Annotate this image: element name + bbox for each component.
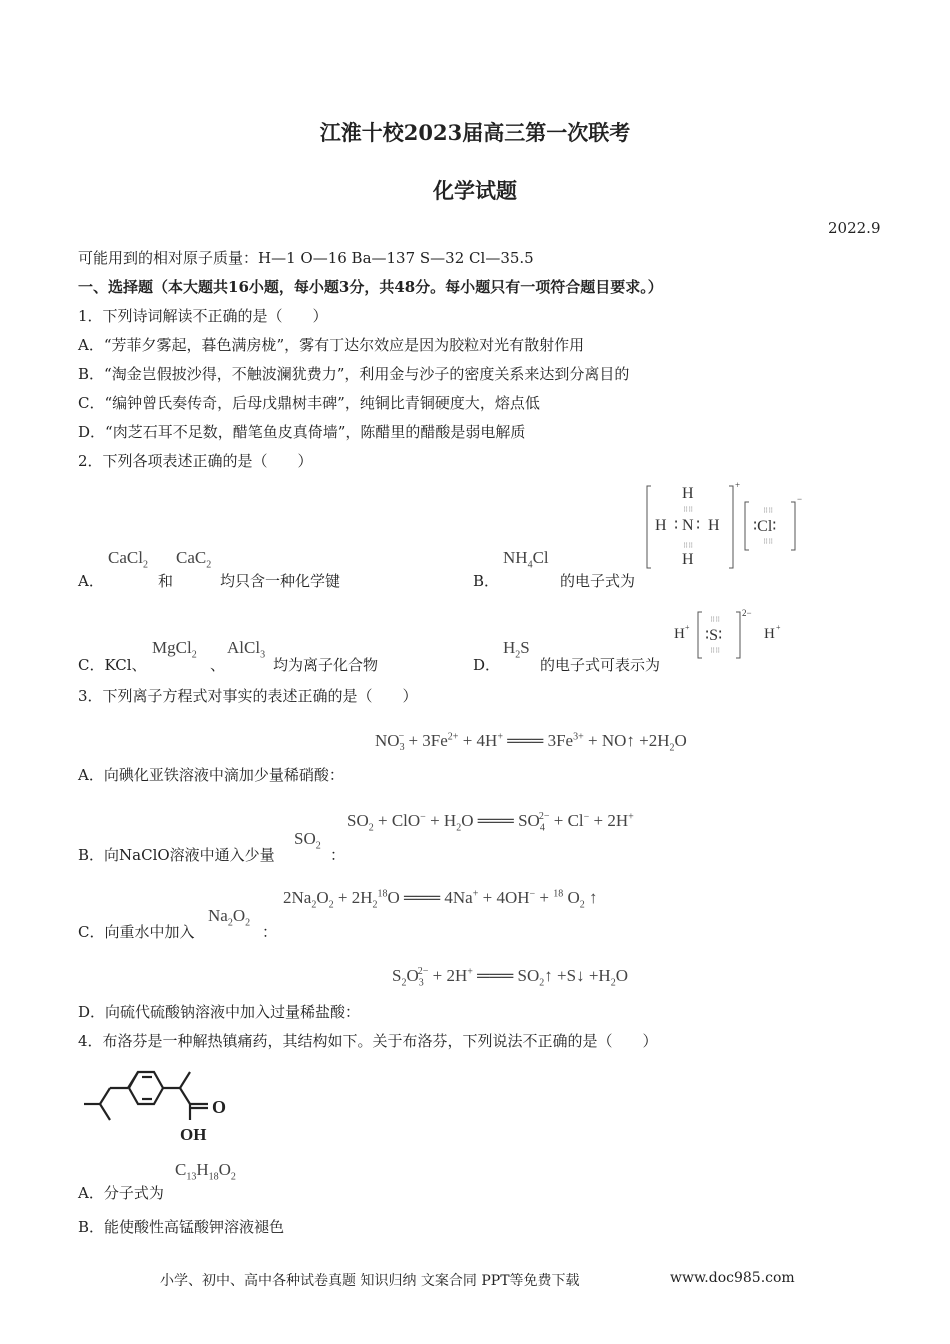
q4-option-b: B．能使酸性高锰酸钾溶液褪色 [78, 1218, 285, 1236]
svg-text:⠿⠿: ⠿⠿ [683, 542, 694, 550]
q1-stem: 1．下列诗词解读不正确的是（ ） [78, 307, 328, 325]
q2-a-and: 和 [158, 572, 174, 590]
q2-a-tail: 均只含一种化学键 [220, 572, 341, 590]
svg-text:∶: ∶ [696, 517, 701, 534]
footer-website-link[interactable]: www.doc985.com [670, 1270, 795, 1286]
svg-text:H: H [655, 517, 667, 534]
q2-stem: 2．下列各项表述正确的是（ ） [78, 452, 313, 470]
svg-text:+: + [776, 623, 781, 632]
svg-text:⠿⠿: ⠿⠿ [763, 538, 774, 546]
svg-text:⠿⠿: ⠿⠿ [710, 616, 721, 624]
q3-b-end: ： [330, 846, 346, 864]
q4-option-a: A．分子式为 [78, 1184, 164, 1202]
q2-a-formula-cacl2: CaCl$_2$ [108, 548, 148, 571]
q1-option-b: B．“淘金岂假披沙得，不触波澜犹费力”，利用金与沙子的密度关系来达到分离目的 [78, 365, 630, 383]
q2-option-d-label: D． [473, 656, 501, 674]
q3-equation-a: $NO_3^- + 3Fe^{2+} + 4H^+$ ═══ $3Fe^{3+}$ + NO↑ $+2H_2O$ [375, 731, 687, 754]
q3-equation-c: $2Na_2O_2 + 2H_2^{18}O$ ═══ 4Na+ + 4OH− + $^{18}$ $O_2$ ↑ [283, 888, 598, 911]
structure-oh-label: OH [180, 1125, 207, 1144]
exam-subtitle: 化学试题 [433, 178, 517, 203]
q1-option-d: D．“肉芝石耳不足数，醋笔鱼皮真倚墙”，陈醋里的醋酸是弱电解质 [78, 423, 526, 441]
q1-option-c: C．“编钟曾氏奏传奇，后母戊鼎树丰碑”，纯铜比青铜硬度大，熔点低 [78, 394, 540, 412]
q2-a-formula-cac2: CaC$_2$ [176, 548, 212, 571]
q2-option-b-label: B． [473, 572, 500, 590]
q2-c-formula-mgcl2: MgCl$_2$ [152, 638, 197, 661]
svg-text:H: H [682, 485, 694, 502]
q3-c-formula-na2o2: $Na_2O_2$ [208, 906, 251, 929]
exam-title: 江淮十校2023届高三第一次联考 [319, 120, 631, 145]
q3-b-formula-so2: $SO_2$ [294, 829, 321, 852]
svg-text:∶: ∶ [674, 517, 679, 534]
svg-text:+: + [685, 623, 690, 632]
q3-c-end: ： [262, 923, 278, 941]
q2-d-formula-h2s: $H_2S$ [503, 638, 530, 661]
svg-text:2−: 2− [742, 608, 752, 618]
svg-text:H: H [674, 626, 685, 642]
q1-option-a: A．“芳菲夕雾起，暮色满房栊”，雾有丁达尔效应是因为胶粒对光有散射作用 [78, 336, 585, 354]
section-heading: 一、选择题（本大题共16小题，每小题3分，共48分。每小题只有一项符合题目要求。） [78, 278, 663, 296]
svg-text:⠿⠿: ⠿⠿ [763, 507, 774, 515]
exam-date: 2022.9 [828, 219, 881, 237]
svg-text:∶Cl∶: ∶Cl∶ [753, 518, 777, 535]
footer-text: 小学、初中、高中各种试卷真题 知识归纳 文案合同 PPT等免费下载 [160, 1273, 580, 1289]
q3-equation-b: $SO_2 + ClO^- + H_2O$ ═══ $SO_4^{2-} + Cl^- + 2H^+$ [347, 811, 634, 834]
svg-text:⠿⠿: ⠿⠿ [683, 506, 694, 514]
q2-c-tail: 均为离子化合物 [273, 656, 379, 674]
q2-b-tail: 的电子式为 [560, 572, 636, 590]
svg-text:H: H [764, 626, 775, 642]
q3-stem: 3．下列离子方程式对事实的表述正确的是（ ） [78, 687, 418, 705]
q2-c-sep: 、 [210, 656, 226, 674]
atomic-masses: 可能用到的相对原子质量：H—1 O—16 Ba—137 S—32 Cl—35.5 [78, 249, 534, 267]
q3-option-d: D．向硫代硫酸钠溶液中加入过量稀盐酸： [78, 1003, 361, 1021]
q3-equation-d: $S_2O_3^{2-} + 2H^+$ ═══ $SO_2↑$ +S↓ $+H_2O$ [392, 966, 628, 989]
q3-option-b: B．向NaClO溶液中通入少量 [78, 846, 275, 864]
svg-text:H: H [708, 517, 720, 534]
svg-text:−: − [797, 494, 803, 504]
svg-text:∶S∶: ∶S∶ [705, 627, 723, 644]
svg-text:N: N [682, 517, 694, 534]
q2-d-tail: 的电子式可表示为 [540, 656, 661, 674]
q2-option-a-label: A． [78, 572, 104, 590]
q3-option-c: C．向重水中加入 [78, 923, 195, 941]
svg-text:H: H [682, 551, 694, 568]
ibuprofen-structure [76, 1064, 236, 1144]
svg-text:⠿⠿: ⠿⠿ [710, 647, 721, 655]
q2-c-formula-alcl3: AlCl$_3$ [227, 638, 266, 661]
q3-option-a: A．向碘化亚铁溶液中滴加少量稀硝酸： [78, 766, 344, 784]
q2-option-c-label: C．KCl、 [78, 656, 147, 674]
svg-text:+: + [735, 480, 741, 490]
h2s-electron-formula [672, 606, 792, 666]
q2-b-formula-nh4cl: $NH_4Cl$ [503, 548, 549, 571]
structure-o-label: O [212, 1097, 227, 1117]
nh4cl-electron-formula [645, 480, 810, 575]
q4-a-formula: $C_{13}H_{18}O_2$ [175, 1160, 236, 1183]
q4-stem: 4．布洛芬是一种解热镇痛药，其结构如下。关于布洛芬，下列说法不正确的是（ ） [78, 1032, 658, 1050]
